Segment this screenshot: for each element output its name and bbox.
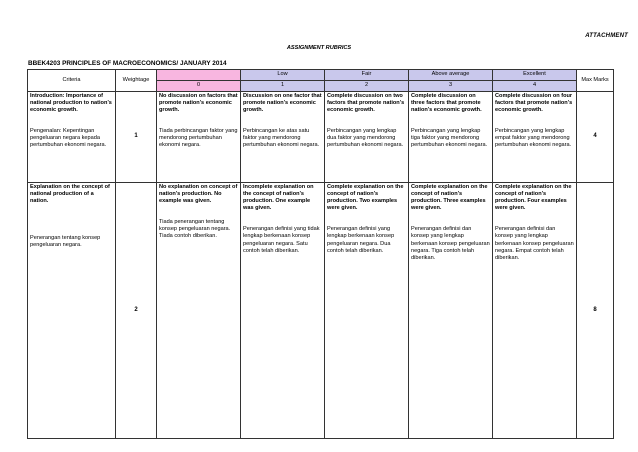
score-text-ms: Penerangan definisi yang lengkap berkenaan konsep pengeluaran negara. Dua contoh telah diberikan. [327,226,395,254]
level-label-0 [157,70,241,81]
score-text-en: Complete discussion on four factors that promote nation’s economic growth. [495,93,573,114]
score-text-ms: Penerangan definisi yang tidak lengkap berkenaan konsep pengeluaran negara. Satu contoh telah diberikan. [243,226,320,254]
score-text-ms: Penerangan definisi dan konsep yang lengkap berkenaan konsep pengeluaran negara. Empat contoh telah diberikan. [495,226,574,261]
score-cell-1 [241,183,325,439]
level-label-low: Low [241,70,325,81]
max-marks-header: Max Marks [577,70,614,92]
score-text-ms: Tiada penerangan tentang konsep pengeluaran negara. Tiada contoh diberikan. [159,219,231,240]
score-text-ms: Tiada perbincangan faktor yang mendorong pertumbuhan ekonomi negara. [159,128,238,149]
score-cell-2 [325,183,409,439]
rubric-table [27,69,614,439]
level-score-1: 1 [241,81,325,92]
score-cell-1 [241,92,325,183]
rubric-title: ASSIGNMENT RUBRICS [286,45,352,51]
score-cell-2 [325,92,409,183]
table-row [28,92,614,183]
level-score-4: 4 [493,81,577,92]
score-text-ms: Perbincangan yang lengkap empat faktor yang mendorong pertumbuhan ekonomi negara. [495,128,572,149]
score-text-ms: Perbincangan yang lengkap dua faktor yang mendorong pertumbuhan ekonomi negara. [327,128,404,149]
level-label-row [28,70,614,81]
level-score-0: 0 [157,81,241,92]
course-title: BBEK4203 PRINCIPLES OF MACROECONOMICS/ JANUARY 2014 [28,60,227,67]
criteria-cell [28,183,116,439]
table-row [28,183,614,439]
score-cell-3 [409,92,493,183]
weightage-cell: 1 [116,92,157,183]
criteria-en: Explanation on the concept of national production of a nation. [30,184,110,205]
score-cell-4 [493,183,577,439]
score-text-en: No explanation on concept of nation’s production. No example was given. [159,184,238,205]
score-text-en: Complete discussion on three factors that promote nation’s economic growth. [411,93,482,114]
score-text-ms: Perbincangan yang lengkap tiga faktor yang mendorong pertumbuhan ekonomi negara. [411,128,488,149]
max-marks-cell: 4 [577,92,614,183]
score-text-ms: Perbincangan ke atas satu faktor yang mendorong pertumbuhan ekonomi negara. [243,128,320,149]
score-text-en: Complete explanation on the concept of nation’s production. Three examples were given. [411,184,488,212]
score-text-en: Incomplete explanation on the concept of nation’s production. One example was given. [243,184,314,212]
level-label-fair: Fair [325,70,409,81]
score-text-en: No discussion on factors that promote nation’s economic growth. [159,93,238,114]
score-text-en: Complete discussion on two factors that promote nation’s economic growth. [327,93,405,114]
criteria-cell [28,92,116,183]
level-score-3: 3 [409,81,493,92]
level-label-above-average: Above average [409,70,493,81]
score-text-en: Discussion on one factor that promote nation’s economic growth. [243,93,322,114]
criteria-ms: Penerangan tentang konsep pengeluaran negara. [30,235,101,249]
level-score-2: 2 [325,81,409,92]
score-cell-4 [493,92,577,183]
weightage-header: Weightage [116,70,157,92]
attachment-label: ATTACHMENT [585,33,628,39]
score-text-ms: Penerangan definisi dan konsep yang lengkap berkenaan konsep pengeluaran negara. Tiga contoh telah diberikan. [411,226,490,261]
score-cell-0 [157,183,241,439]
score-text-en: Complete explanation on the concept of nation’s production. Two examples were given. [327,184,404,212]
criteria-en: Introduction: Importance of national production to nation’s economic growth. [30,93,112,114]
level-label-excellent: Excellent [493,70,577,81]
score-text-en: Complete explanation on the concept of nation’s production. Four examples were given. [495,184,572,212]
criteria-ms: Pengenalan: Kepentingan pengeluaran negara kepada pertumbuhan ekonomi negara. [30,128,107,149]
score-cell-3 [409,183,493,439]
score-cell-0 [157,92,241,183]
criteria-header: Criteria [28,70,116,92]
max-marks-cell: 8 [577,183,614,439]
weightage-cell: 2 [116,183,157,439]
